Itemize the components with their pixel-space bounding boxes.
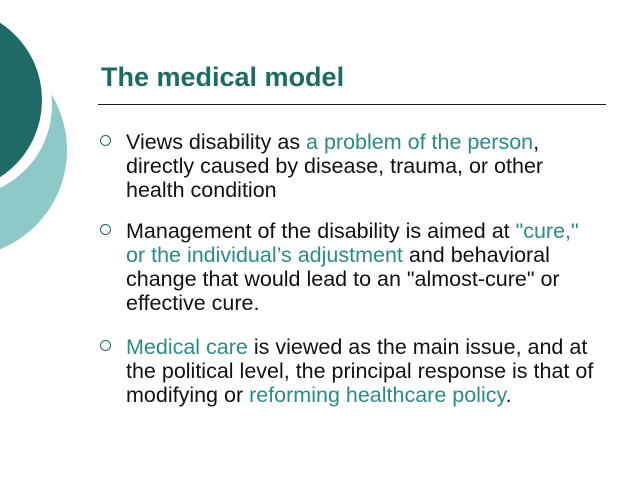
circle-bullet-icon [100,340,111,351]
bullet-text-part: , directly caused by disease, trauma, or other health condition [126,130,544,202]
bullet-text [126,219,596,315]
circle-bullet-icon [100,135,111,146]
bullet-text-part: is viewed as the main issue, and at the political level, the principal response is that of modifying or [126,335,594,407]
bullet-text [126,130,596,202]
bullet-highlight-part: a problem of the person [306,130,534,154]
circle-bullet-icon [100,224,111,235]
bullet-text [126,335,596,407]
bullet-highlight-part: Medical care [126,335,248,359]
bullet-highlight-part: "cure," or the individual’s adjustment [126,219,579,267]
bullet-text-part: . [505,383,512,407]
slide-title: The medical model [101,62,345,92]
bullet-highlight-part: reforming healthcare policy [249,383,506,407]
bullet-text-part: and behavioral change that would lead to an "almost-cure" or effective cure. [126,243,560,315]
bullet-text-part: Views disability as [126,130,307,154]
bullet-text-part: Management of the disability is aimed at [126,219,516,243]
